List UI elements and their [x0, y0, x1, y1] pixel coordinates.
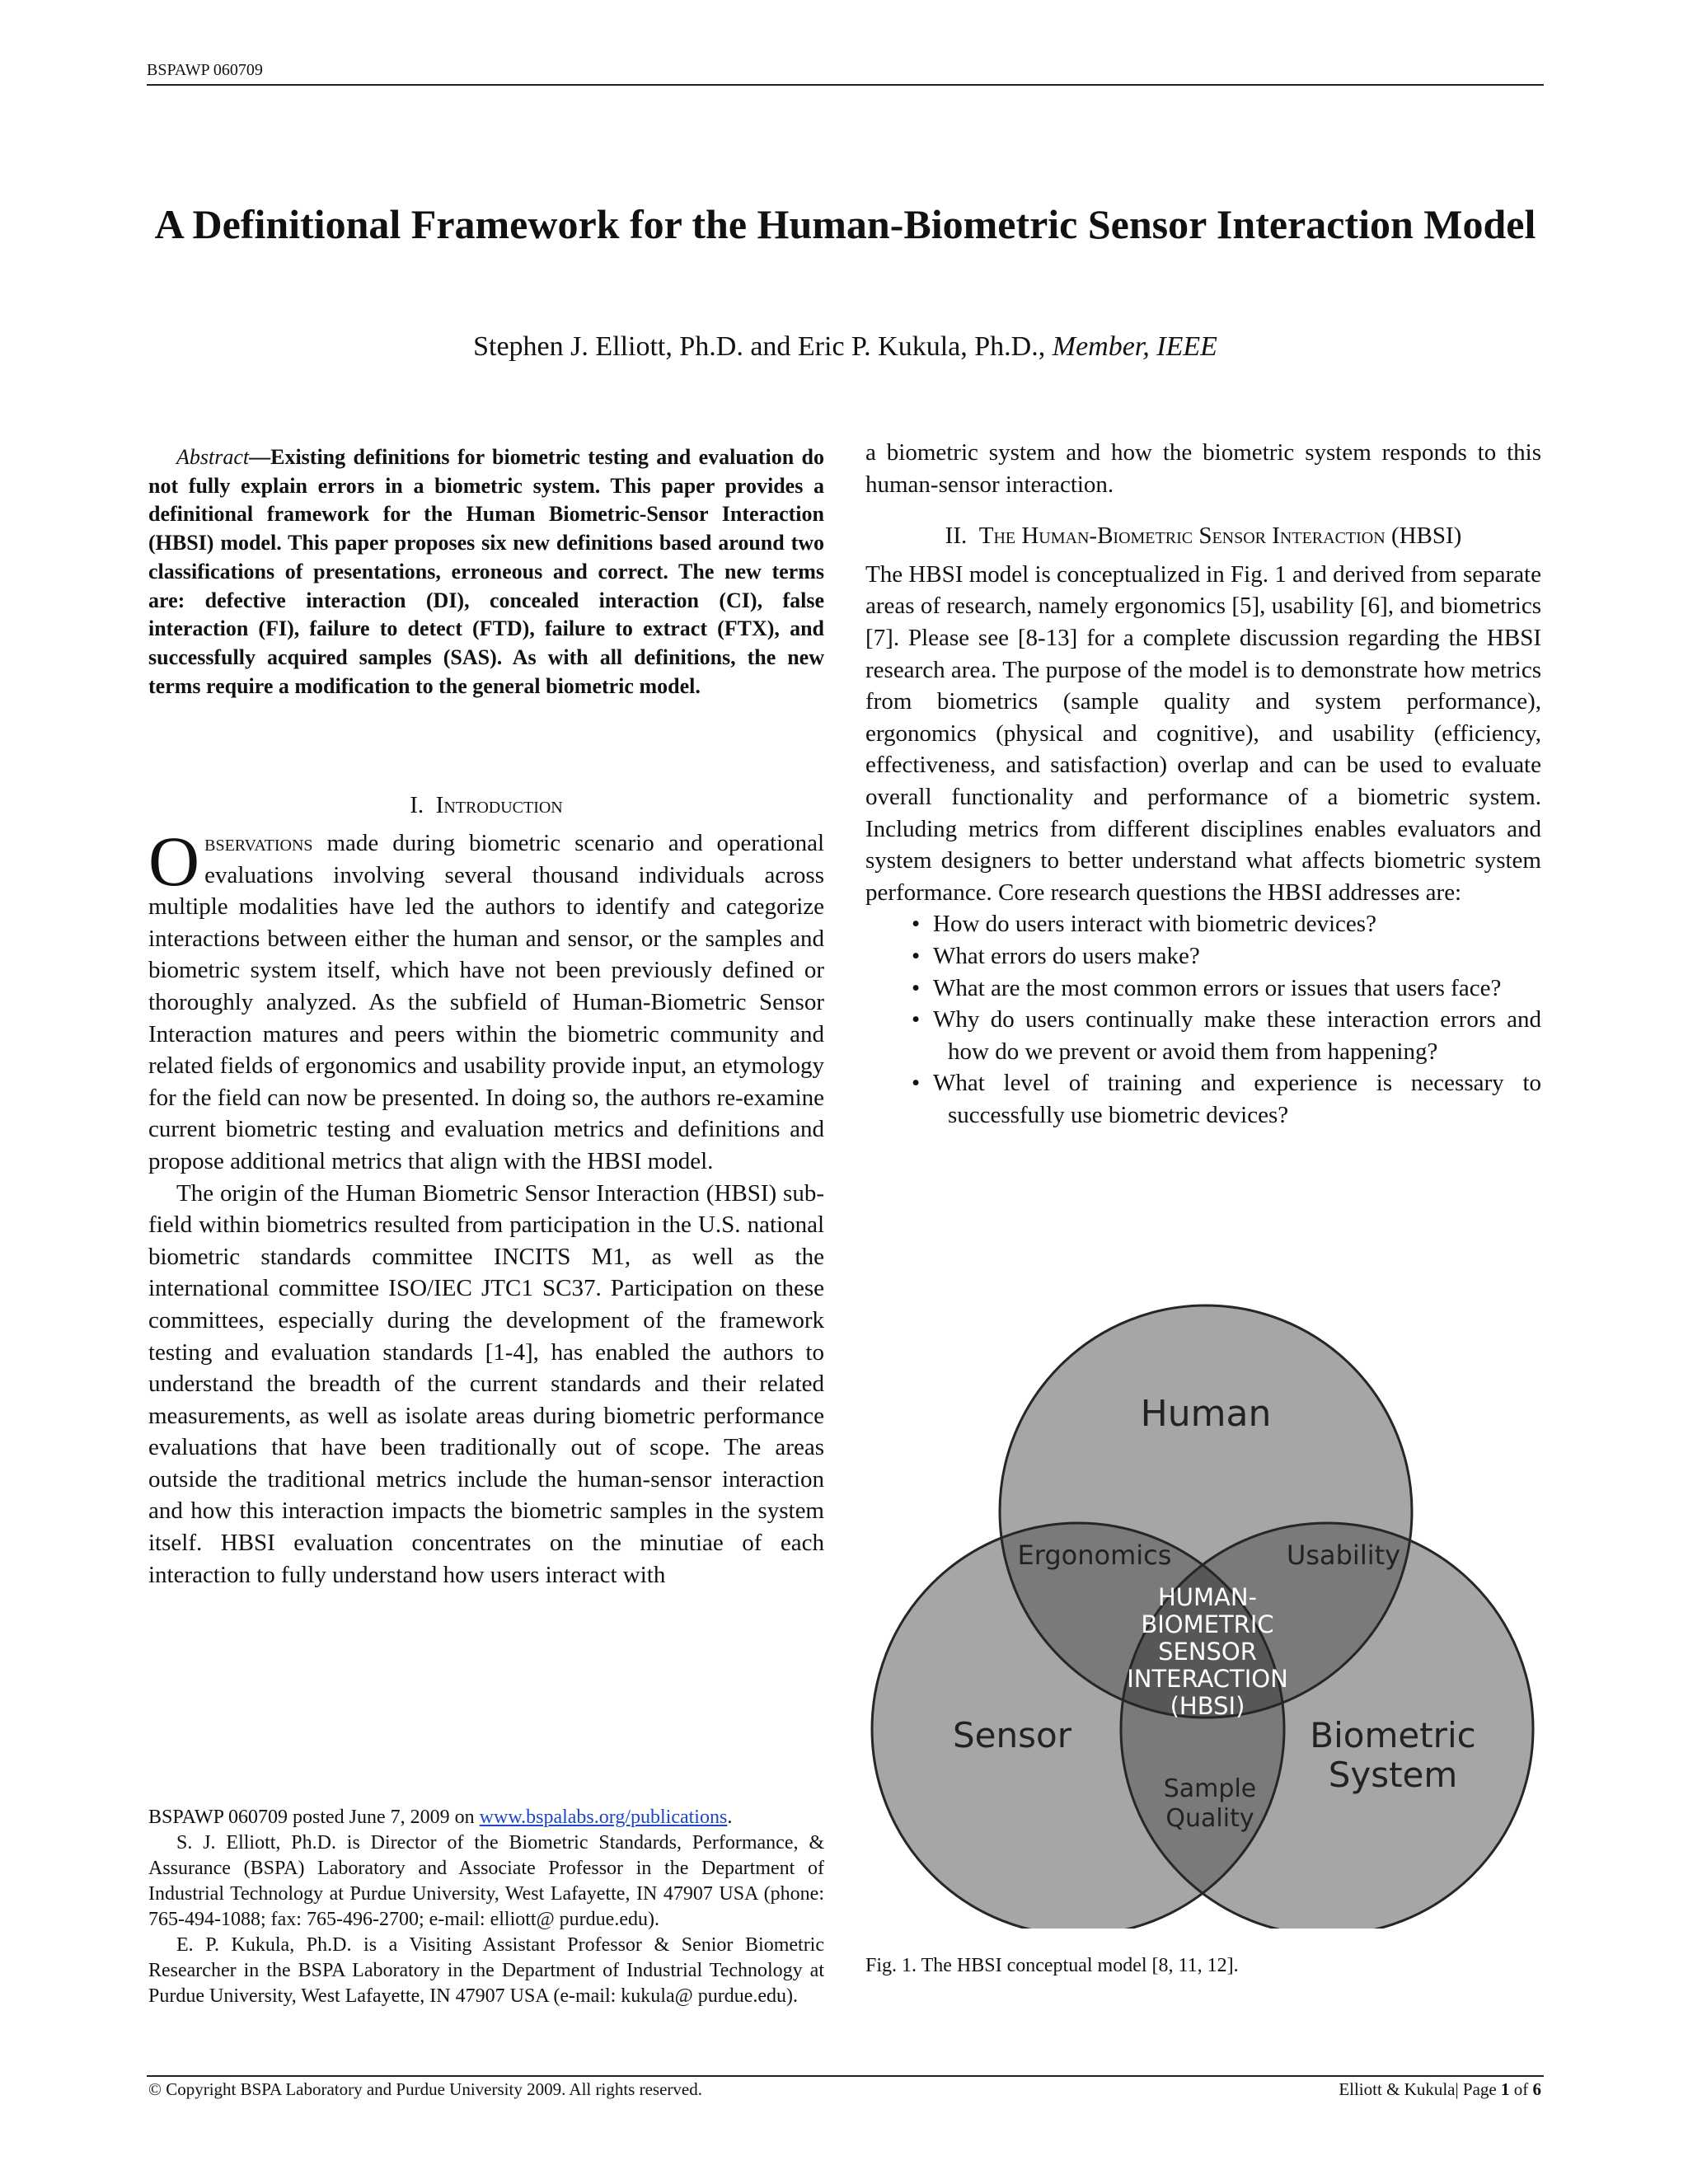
label-ergonomics: Ergonomics [1017, 1540, 1172, 1571]
section-2-number: II. [945, 523, 968, 550]
paper-title: A Definitional Framework for the Human-Biometric Sensor Interaction Model [154, 201, 1536, 247]
authors-line [147, 331, 1544, 363]
footnote-posted [148, 1805, 824, 1830]
label-usability: Usability [1286, 1540, 1401, 1571]
drop-cap: O [148, 822, 200, 901]
footer-rule [147, 2075, 1544, 2077]
abstract-label: Abstract [176, 445, 250, 469]
page-of: of [1509, 2079, 1533, 2099]
list-item: • What errors do users make? [865, 940, 1541, 972]
center-label-line: BIOMETRIC [1141, 1610, 1274, 1638]
footnote-kukula: E. P. Kukula, Ph.D. is a Visiting Assistant Professor & Senior Biometric Researcher in the BSPA Laboratory in the Department of Industrial Technology at Purdue University, West Lafayette, IN 47907 USA (e-mail: kukula@ purdue.edu). [148, 1934, 824, 2007]
page-number: 1 [1501, 2079, 1510, 2099]
author-names: Stephen J. Elliott, Ph.D. and Eric P. Kukula, Ph.D., [473, 331, 1053, 362]
page-prefix: Elliott & Kukula| Page [1339, 2079, 1501, 2099]
running-header: BSPAWP 060709 [147, 61, 263, 79]
list-item: • How do users interact with biometric devices? [865, 908, 1541, 940]
center-label-line: SENSOR [1158, 1638, 1257, 1666]
label-sample: Sample [1163, 1774, 1257, 1803]
center-label-line: (HBSI) [1170, 1692, 1245, 1720]
abstract [148, 443, 824, 701]
list-item: • What are the most common errors or issues that users face? [865, 972, 1541, 1005]
section-2-title-suffix: (HBSI) [1385, 523, 1462, 550]
label-human: Human [1140, 1393, 1272, 1435]
intro-p1-text: made during biometric scenario and operational evaluations involving several thousand individuals across multiple modalities have led the authors to identify and categorize interactions between either the human and sensor, or the samples and biometric system itself, which have not been previously defined or thoroughly analyzed. As the subfield of Human-Biometric Sensor Interaction matures and peers within the biometric community and related fields of ergonomics and usability provide input, an etymology for the field can now be presented. In doing so, the authors re-examine current biometric testing and evaluation metrics and definitions and propose additional metrics that align with the HBSI model. [148, 830, 824, 1174]
section-1-title: Introduction [435, 792, 563, 818]
section-2-heading [865, 520, 1541, 552]
header-rule [147, 84, 1544, 86]
research-questions-list [865, 908, 1541, 1131]
intro-paragraph-1 [148, 822, 824, 1178]
right-column [865, 437, 1541, 1131]
intro-paragraph-2: The origin of the Human Biometric Sensor Interaction (HBSI) sub-field within biometrics resulted from participation in the U.S. national biometric standards committee INCITS M1, as well as the international committee ISO/IEC JTC1 SC37. Participation on these committees, especially during the development of the framework testing and evaluation standards [1-4], has enabled the authors to understand the breadth of the current standards and their related measurements, as well as isolate areas during biometric performance evaluations that have been traditionally out of scope. The areas outside the traditional metrics include the human-sensor interaction and how this interaction impacts the biometric samples in the system itself. HBSI evaluation concentrates on the minutiae of each interaction to fully understand how users interact with [148, 1179, 824, 1588]
page-total: 6 [1532, 2079, 1541, 2099]
list-item: • What level of training and experience is necessary to successfully use biometric devices? [865, 1067, 1541, 1131]
footnote-posted-text: BSPAWP 060709 posted June 7, 2009 on [148, 1807, 480, 1828]
section-1-heading [148, 790, 824, 822]
label-system: System [1328, 1755, 1458, 1795]
label-quality: Quality [1165, 1804, 1254, 1833]
center-label-line: HUMAN- [1157, 1583, 1258, 1611]
publications-link[interactable]: www.bspalabs.org/publications [479, 1807, 728, 1828]
label-sensor: Sensor [953, 1715, 1071, 1755]
abstract-dash: — [249, 445, 271, 469]
center-label-line: INTERACTION [1127, 1665, 1288, 1693]
footnote-posted-end: . [727, 1807, 733, 1828]
section-2-title: The Human-Biometric Sensor Interaction [978, 523, 1386, 550]
copyright-notice: © Copyright BSPA Laboratory and Purdue University 2009. All rights reserved. [148, 2079, 702, 2099]
footnote [148, 1805, 824, 2009]
page-indicator [1339, 2079, 1541, 2100]
figure-caption: Fig. 1. The HBSI conceptual model [8, 11, 12]. [865, 1955, 1239, 1976]
section-1-number: I. [410, 792, 424, 818]
section-1-body [148, 822, 824, 1591]
author-membership: Member, IEEE [1052, 331, 1217, 362]
intro-continuation: a biometric system and how the biometric system responds to this human-sensor interaction. [865, 439, 1541, 498]
label-biometric: Biometric [1310, 1715, 1476, 1755]
footnote-elliott: S. J. Elliott, Ph.D. is Director of the Biometric Standards, Performance, & Assurance (BSPA) Laboratory and Associate Professor in the Department of Industrial Technology at Purdue University, West Lafayette, IN 47907 USA (phone: 765-494-1088; fax: 765-496-2700; e-mail: elliott@ purdue.edu). [148, 1832, 824, 1930]
hbsi-venn-diagram [865, 1302, 1541, 1929]
abstract-text: Existing definitions for biometric testing and evaluation do not fully explain errors in a biometric system. This paper provides a definitional framework for the Human Biometric-Sensor Interaction (HBSI) model. This paper proposes six new definitions based around two classifications of presentations, erroneous and correct. The new terms are: defective interaction (DI), concealed interaction (CI), false interaction (FI), failure to detect (FTD), failure to extract (FTX), and successfully acquired samples (SAS). As with all definitions, the new terms require a modification to the general biometric model. [148, 445, 824, 698]
list-item: • Why do users continually make these interaction errors and how do we prevent or avoid them from happening? [865, 1004, 1541, 1067]
hbsi-paragraph: The HBSI model is conceptualized in Fig. 1 and derived from separate areas of research, namely ergonomics [5], usability [6], and biometrics [7]. Please see [8-13] for a complete discussion regarding the HBSI research area. The purpose of the model is to demonstrate how metrics from biometrics (sample quality and system performance), ergonomics (physical and cognitive), and usability (efficiency, effectiveness, and satisfaction) overlap and can be used to evaluate overall functionality and performance of a biometric system. Including metrics from different disciplines enables evaluators and system designers to better understand what affects biometric system performance. Core research questions the HBSI addresses are: [865, 560, 1541, 906]
lead-word: bservations [204, 830, 313, 856]
